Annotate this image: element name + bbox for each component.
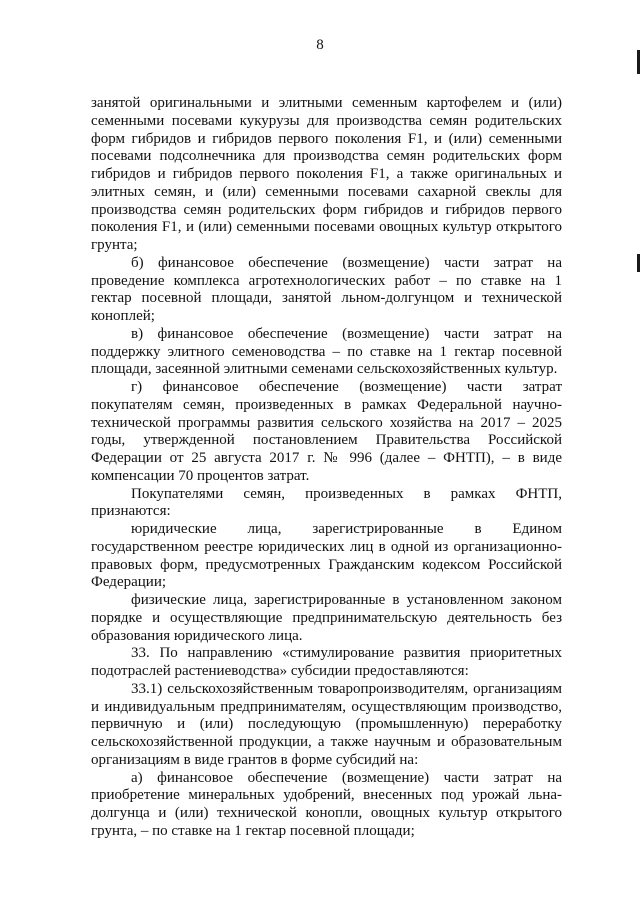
paragraph-buyers-intro: Покупателями семян, произведенных в рамках ФНТП, признаются:: [91, 485, 562, 520]
page-number: 8: [316, 37, 324, 53]
paragraph-section-33-1: 33.1) сельскохозяйственным товаропроизводителям, организациям и индивидуальным предпринимателям, осуществляющим производство, первичную и (или) последующую (промышленную) переработку сельскохозяйственной продукции, а также научным и образовательным организациям в виде грантов в форме субсидий на:: [91, 680, 562, 768]
paragraph-section-33: 33. По направлению «стимулирование развития приоритетных подотраслей растениеводства» субсидии предоставляются:: [91, 645, 562, 679]
paragraph-item-b: б) финансовое обеспечение (возмещение) части затрат на проведение комплекса агротехнологических работ – по ставке на 1 гектар посевной площади, занятой льном-долгунцом и технической коноплей;: [91, 254, 562, 324]
document-body: [91, 95, 562, 841]
paragraph-individuals: физические лица, зарегистрированные в установленном законом порядке и осуществляющие предпринимательскую деятельность без образования юридического лица.: [91, 592, 562, 644]
paragraph-continuation: занятой оригинальными и элитными семенным картофелем и (или) семенными посевами кукурузы для производства семян родительских форм гибридов и гибридов первого поколения F1, и (или) семенными посевами подсолнечника для производства семян родительских форм гибридов и гибридов первого поколения F1, а также оригинальных и элитных семян, и (или) семенными посевами сахарной свеклы для производства семян родительских форм гибридов и гибридов первого поколения F1, и (или) семенными посевами овощных культур открытого грунта;: [91, 95, 562, 253]
paragraph-item-v: в) финансовое обеспечение (возмещение) части затрат на поддержку элитного семеноводства – по ставке на 1 гектар посевной площади, засеянной элитными семенами сельскохозяйственных культур.: [91, 325, 562, 378]
paragraph-item-a: а) финансовое обеспечение (возмещение) части затрат на приобретение минеральных удобрений, внесенных под урожай льна-долгунца и (или) технической конопли, овощных культур открытого грунта, – по ставке на 1 гектар посевной площади;: [91, 769, 562, 839]
paragraph-legal-entities: юридические лица, зарегистрированные в Едином государственном реестре юридических лиц в одной из организационно-правовых форм, предусмотренных Гражданским кодексом Российской Федерации;: [91, 521, 562, 591]
paragraph-item-g: г) финансовое обеспечение (возмещение) части затрат покупателям семян, произведенных в рамках Федеральной научно-технической программы развития сельского хозяйства на 2017 – 2025 годы, утвержденной постановлением Правительства Российской Федерации от 25 августа 2017 г. № 996 (далее – ФНТП), – в виде компенсации 70 процентов затрат.: [91, 379, 562, 484]
